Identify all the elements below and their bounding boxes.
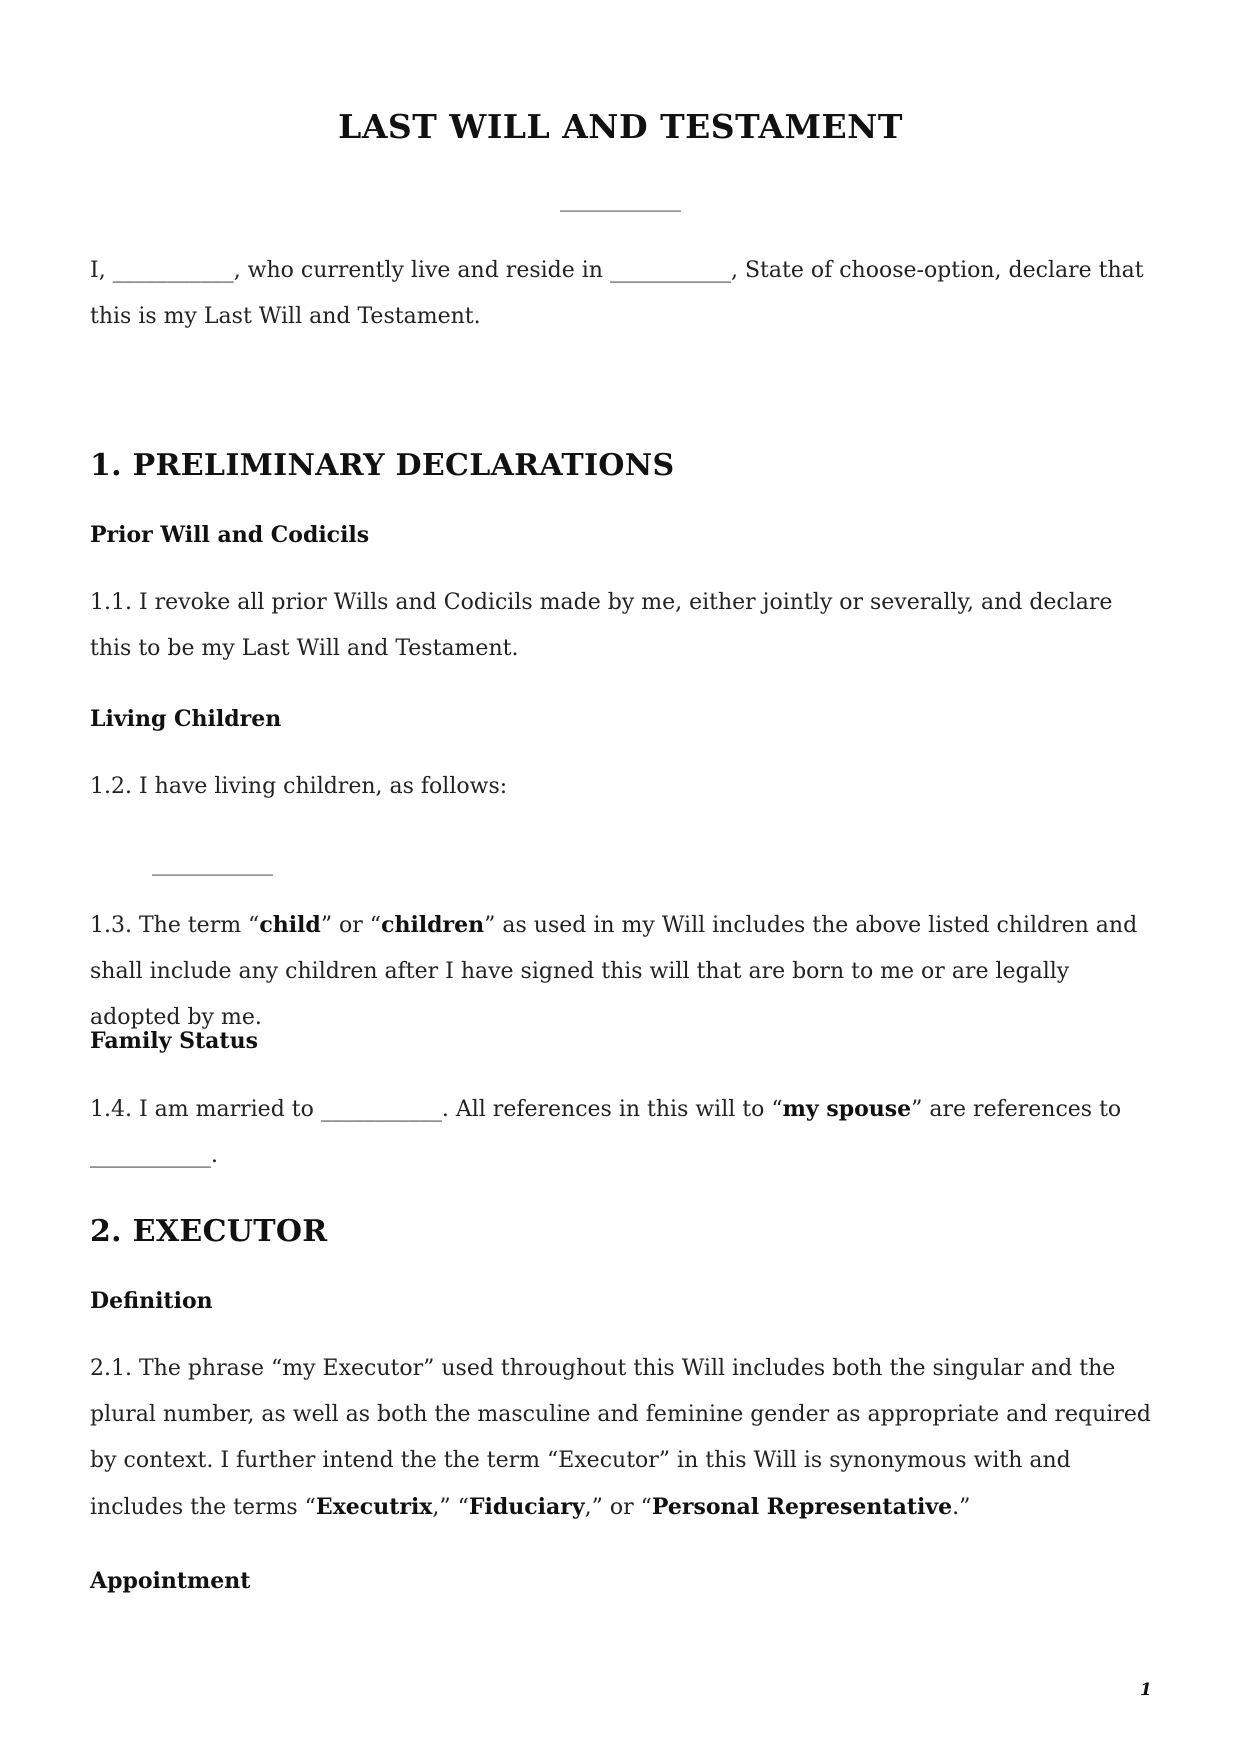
residence-blank: ___________: [609, 258, 731, 283]
intro-text: , State of choose-option, declare that this is my Last Will and Testament.: [90, 258, 1144, 329]
clause-text: ,” “: [432, 1495, 469, 1520]
page-number: 1: [1140, 1680, 1152, 1700]
defined-term: child: [259, 912, 321, 938]
intro-text: , who currently live and reside in: [233, 258, 610, 283]
clause-paragraph: 1.1. I revoke all prior Wills and Codicils made by me, either jointly or severally, and declare this to be my Last Will and Testament.: [90, 590, 1113, 661]
child-name-blank: ___________: [152, 851, 273, 876]
clause-text: ” or “: [320, 913, 382, 938]
spouse-name-blank: ___________: [90, 1143, 211, 1168]
clause-text: ” as used in my Will includes the above listed children and shall include any children after I have signed this will that are born to me or are legally adopted by me.: [90, 913, 1138, 1030]
clause-text: ” are references to: [911, 1097, 1122, 1122]
clause-text: 1.3. The term “: [90, 913, 260, 938]
subsection-heading: Prior Will and Codicils: [90, 522, 370, 548]
date-blank: ___________: [560, 187, 681, 212]
subsection-heading: Appointment: [90, 1568, 251, 1594]
subsection-heading: Family Status: [90, 1028, 258, 1054]
subsection-heading: Definition: [90, 1288, 213, 1314]
intro-paragraph: [90, 248, 1152, 340]
clause-paragraph: 1.2. I have living children, as follows:: [90, 774, 508, 799]
clause-paragraph: [90, 1346, 1152, 1531]
clause-text: 2.1. The phrase “my Executor” used throughout this Will includes both the singular and the plural number, as well as both the masculine and feminine gender as appropriate and required by context. I further intend the the term “Executor” in this Will is synonymous with and includes the terms “: [90, 1356, 1151, 1520]
clause-text: .”: [952, 1495, 971, 1520]
clause-text: ,” or “: [584, 1495, 652, 1520]
defined-term: Personal Representative: [651, 1494, 953, 1520]
section-heading: 1. PRELIMINARY DECLARATIONS: [90, 448, 675, 483]
intro-text: I,: [90, 258, 113, 283]
clause-paragraph: [90, 902, 1152, 1041]
clause-text: . All references in this will to “: [441, 1097, 783, 1122]
spouse-name-blank: ___________: [320, 1097, 442, 1122]
section-heading: 2. EXECUTOR: [90, 1214, 328, 1249]
defined-term: Fiduciary: [468, 1494, 585, 1520]
subsection-heading: Living Children: [90, 706, 282, 732]
clause-text: 1.4. I am married to: [90, 1097, 321, 1122]
defined-term: children: [381, 912, 485, 938]
clause-text: .: [211, 1143, 218, 1168]
defined-term: my spouse: [782, 1096, 912, 1122]
name-blank: ___________: [112, 258, 234, 283]
defined-term: Executrix: [315, 1494, 433, 1520]
document-title: LAST WILL AND TESTAMENT: [338, 107, 903, 146]
clause-paragraph: [90, 1086, 1152, 1179]
